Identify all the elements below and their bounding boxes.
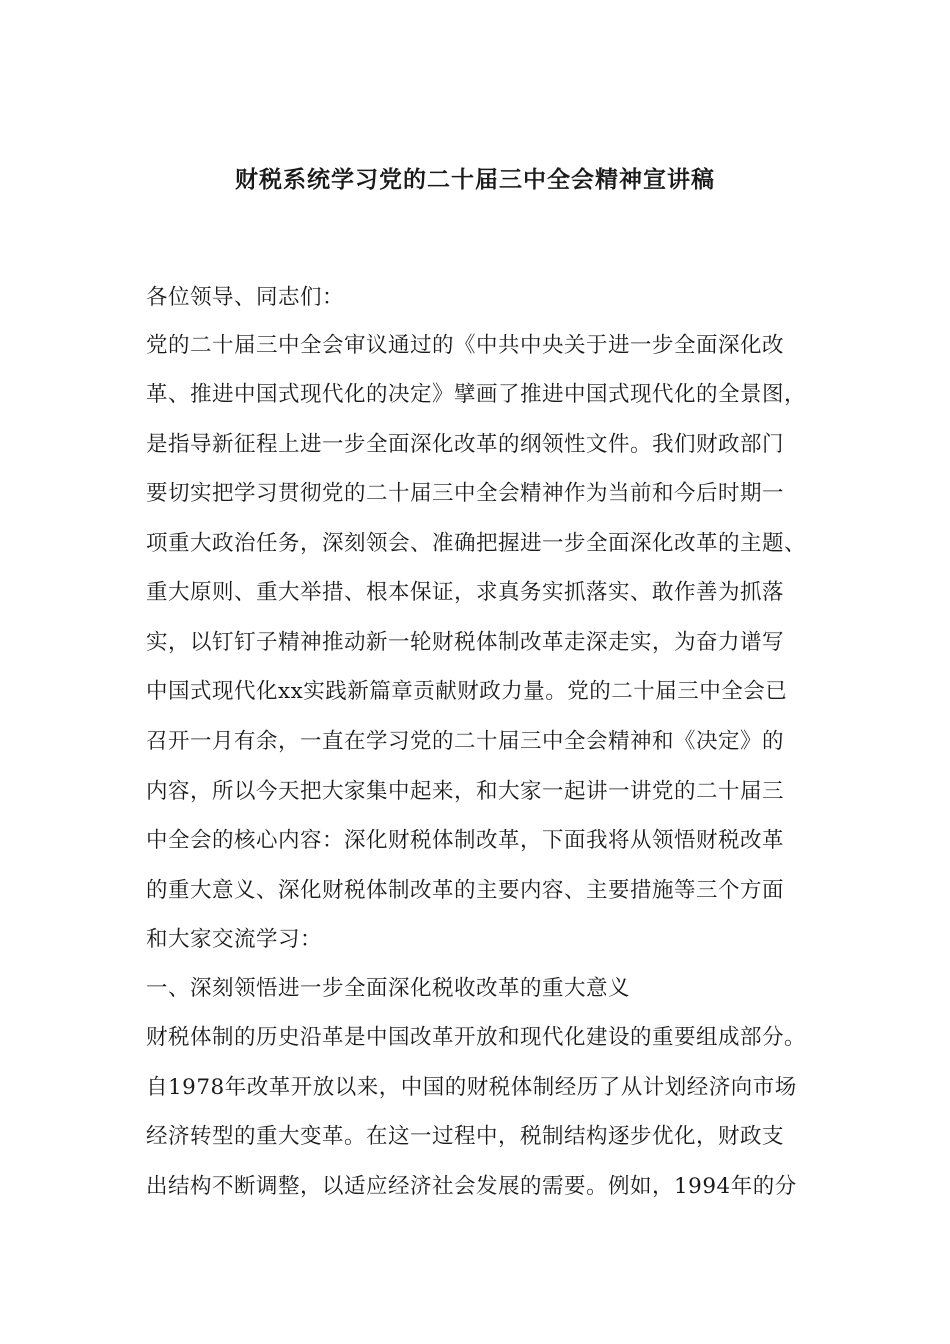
- paragraph-line: 自1978年改革开放以来，中国的财税体制经历了从计划经济向市场: [146, 1075, 797, 1100]
- paragraph-line: 财税体制的历史沿革是中国改革开放和现代化建设的重要组成部分。: [146, 1025, 807, 1050]
- paragraph-line: 中全会的核心内容：深化财税体制改革，下面我将从领悟财税改革: [146, 828, 785, 853]
- paragraph-line: 中国式现代化xx实践新篇章贡献财政力量。党的二十届三中全会已: [146, 679, 788, 704]
- paragraph-line: 的重大意义、深化财税体制改革的主要内容、主要措施等三个方面: [146, 878, 785, 903]
- paragraph-line: 实，以钉钉子精神推动新一轮财税体制改革走深走实，为奋力谱写: [146, 630, 785, 655]
- paragraph-line: 出结构不断调整，以适应经济社会发展的需要。例如，1994年的分: [146, 1174, 797, 1199]
- document-title: 财税系统学习党的二十届三中全会精神宣讲稿: [235, 166, 715, 193]
- paragraph-line: 和大家交流学习：: [146, 927, 323, 952]
- paragraph-line: 党的二十届三中全会审议通过的《中共中央关于进一步全面深化改: [146, 333, 785, 358]
- paragraph-line: 是指导新征程上进一步全面深化改革的纲领性文件。我们财政部门: [146, 432, 785, 457]
- paragraph-line: 召开一月有余，一直在学习党的二十届三中全会精神和《决定》的: [146, 729, 785, 754]
- paragraph-line: 革、推进中国式现代化的决定》擘画了推进中国式现代化的全景图，: [146, 382, 807, 407]
- paragraph-line: 重大原则、重大举措、根本保证，求真务实抓落实、敢作善为抓落: [146, 580, 785, 605]
- section-heading: 一、深刻领悟进一步全面深化税收改革的重大意义: [146, 976, 631, 1001]
- salutation: 各位领导、同志们：: [146, 285, 345, 310]
- paragraph-line: 经济转型的重大变革。在这一过程中，税制结构逐步优化，财政支: [146, 1124, 785, 1149]
- paragraph-line: 项重大政治任务，深刻领会、准确把握进一步全面深化改革的主题、: [146, 531, 807, 556]
- paragraph-line: 内容，所以今天把大家集中起来，和大家一起讲一讲党的二十届三: [146, 779, 785, 804]
- paragraph-line: 要切实把学习贯彻党的二十届三中全会精神作为当前和今后时期一: [146, 481, 785, 506]
